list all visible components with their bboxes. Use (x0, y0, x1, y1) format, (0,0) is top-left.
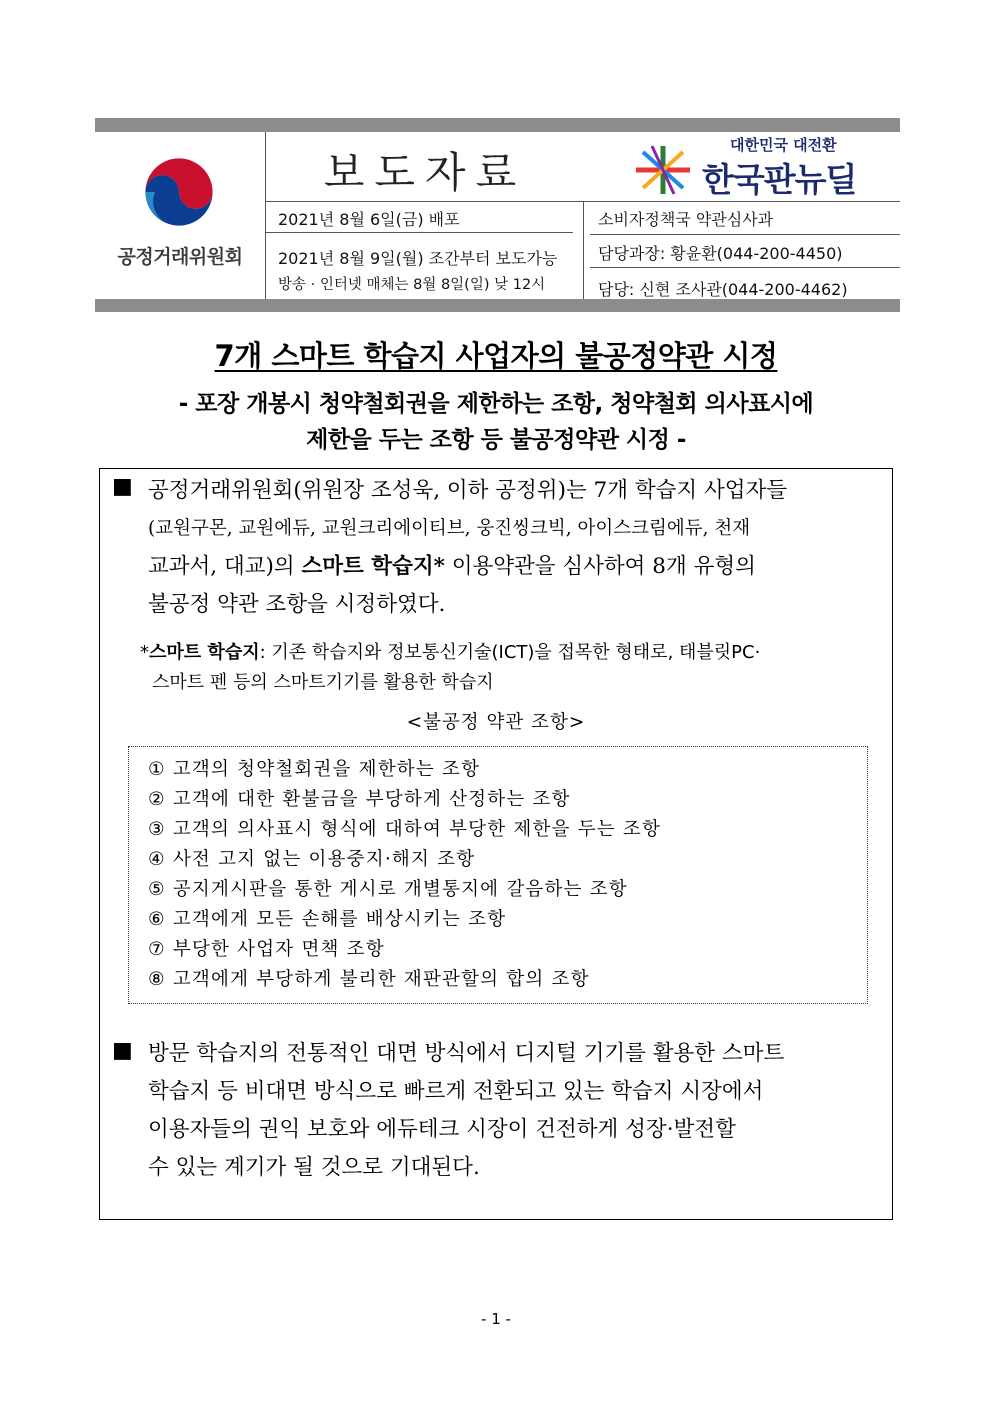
header-divider (590, 234, 900, 235)
smart-worksheet-term: 스마트 학습지* (301, 554, 445, 579)
paragraph-2 (148, 1035, 883, 1187)
org-name: 공정거래위원회 (117, 246, 243, 268)
new-deal-brand (630, 132, 900, 200)
text-segment: 이용약관을 심사하여 8개 유형의 (444, 554, 756, 579)
clause-item: ⑤ 공지게시판을 통한 게시로 개별통지에 갈음하는 조항 (148, 879, 628, 900)
footnote-line (140, 638, 885, 668)
clause-item: ① 고객의 청약철회권을 제한하는 조항 (148, 759, 481, 780)
release-broadcast: 방송 · 인터넷 매체는 8월 8일(일) 낮 12시 (278, 277, 546, 293)
taegeuk-emblem-icon (139, 152, 219, 232)
department: 소비자정책국 약관심사과 (598, 210, 774, 229)
clause-item: ② 고객에 대한 환불금을 부당하게 산정하는 조항 (148, 789, 571, 810)
paragraph-2-line: 수 있는 계기가 될 것으로 기대된다. (148, 1155, 480, 1180)
footnote-marker: * (140, 642, 149, 663)
clause-item: ③ 고객의 의사표시 형식에 대하여 부당한 제한을 두는 조항 (148, 819, 662, 840)
paragraph-1-line: 불공정 약관 조항을 시정하였다. (148, 592, 446, 617)
bullet-icon: ■ (112, 474, 133, 499)
headline: 7개 스마트 학습지 사업자의 불공정약관 시정 (214, 339, 778, 373)
clause-item: ⑧ 고객에게 부당하게 불리한 재판관할의 합의 조항 (148, 969, 590, 990)
paragraph-1-line: 공정거래위원회(위원장 조성욱, 이하 공정위)는 7개 학습지 사업자들 (148, 478, 788, 503)
subheadline-line1: - 포장 개봉시 청약철회권을 제한하는 조항, 청약철회 의사표시에 (178, 391, 814, 417)
header-divider (583, 201, 584, 299)
brand-subtitle: 대한민국 대전환 (730, 136, 837, 154)
header-divider (265, 132, 266, 299)
page-number: - 1 - (481, 1310, 511, 1328)
clause-item: ④ 사전 고지 없는 이용중지·해지 조항 (148, 849, 476, 870)
header-bottom-bar (95, 299, 900, 312)
header-top-bar (95, 118, 900, 132)
doc-type-title: 보도자료 (323, 148, 527, 197)
brand-title: 한국판뉴딜 (702, 160, 857, 199)
header-divider (590, 267, 900, 268)
bullet-icon: ■ (112, 1038, 133, 1063)
clause-item: ⑦ 부당한 사업자 면책 조항 (148, 939, 385, 960)
paragraph-1 (148, 472, 888, 624)
header-divider (265, 232, 573, 233)
footnote-term: 스마트 학습지 (149, 642, 260, 663)
paragraph-2-line: 이용자들의 권익 보호와 에듀테크 시장이 건전하게 성장·발전할 (148, 1117, 736, 1142)
distribution-date: 2021년 8월 6일(금) 배포 (278, 210, 460, 229)
text-segment: : 기존 학습지와 정보통신기술(ICT)을 접목한 형태로, 태블릿PC· (259, 642, 761, 663)
new-deal-star-icon (630, 142, 696, 198)
org-logo (95, 132, 265, 299)
clause-item: ⑥ 고객에게 모든 손해를 배상시키는 조항 (148, 909, 507, 930)
paragraph-1-line: (교원구몬, 교원에듀, 교원크리에이티브, 웅진씽크빅, 아이스크림에듀, 천재 (148, 518, 751, 539)
staff-contact: 담당: 신현 조사관(044-200-4462) (598, 280, 848, 299)
clause-list-title: <불공정 약관 조항> (406, 712, 586, 733)
paragraph-1-line (148, 548, 888, 586)
paragraph-2-line: 학습지 등 비대면 방식으로 빠르게 전환되고 있는 학습지 시장에서 (148, 1079, 764, 1104)
paragraph-2-line: 방문 학습지의 전통적인 대면 방식에서 디지털 기기를 활용한 스마트 (148, 1041, 785, 1066)
text-segment: 교과서, 대교)의 (148, 554, 302, 579)
release-time: 2021년 8월 9일(월) 조간부터 보도가능 (278, 249, 558, 268)
subheadline-line2: 제한을 두는 조항 등 불공정약관 시정 - (306, 427, 686, 453)
footnote-line: 스마트 펜 등의 스마트기기를 활용한 학습지 (152, 672, 494, 693)
manager-contact: 담당과장: 황윤환(044-200-4450) (598, 244, 843, 263)
clause-list (148, 755, 661, 995)
footnote (140, 638, 885, 698)
